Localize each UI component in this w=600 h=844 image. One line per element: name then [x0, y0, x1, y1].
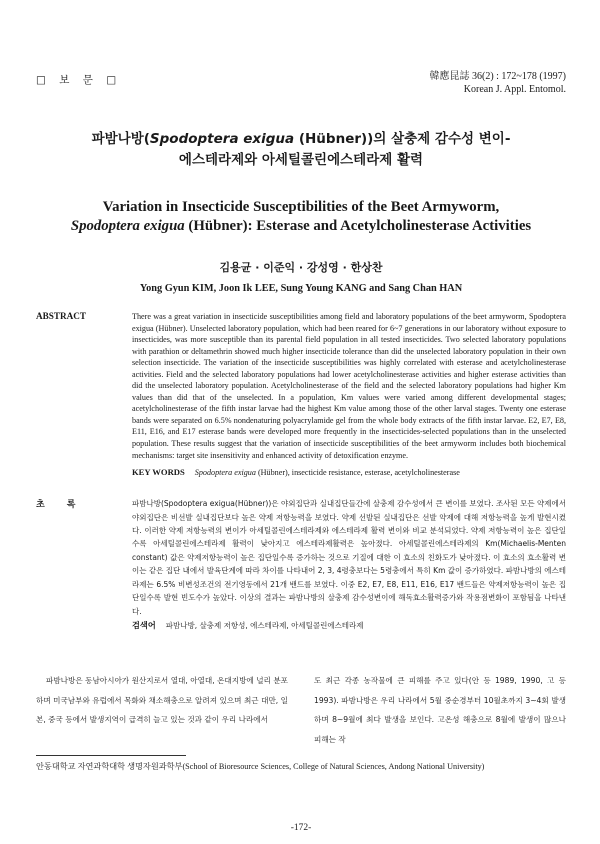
- title-ko-post: (Hübner))의 살충제 감수성 변이-에스테라제와 아세틸콜린에스테라제 활력: [178, 131, 511, 168]
- title-en-species: Spodoptera exigua: [70, 218, 185, 234]
- footnote-rule: [36, 755, 186, 756]
- title-en-line2: [36, 217, 566, 236]
- authors-korean: 김용균 · 이준익 · 강성영 · 한상찬: [219, 261, 383, 274]
- title-korean: [36, 129, 566, 171]
- abstract-section: [36, 311, 566, 461]
- authors-english: Yong Gyun KIM, Joon Ik LEE, Sung Young KANG and Sang Chan HAN: [139, 283, 463, 294]
- keywords-text: (Hübner), insecticide resistance, esterase, acetylcholinesterase: [255, 468, 460, 478]
- summary-text: 파밤나방(Spodoptera exigua(Hübner))은 야외집단과 실내집단들간에 살충제 감수성에서 큰 변이를 보였다. 조사된 모든 약제에서 야외집단은 비선발 실내집단보다 높은 약제 저항능력을 보였다. 약제 선발된 실내집단은 선발 약제에 대해 저항능력을 높게 발현시켰다. 이러한 약제 저항능력의 변이가 아세틸콜린에스테라제와 에스테라제 활력 변이와 비교 분석되었다. 약제 저항능력이 높은 집단일수록 아세틸콜린에스테라제 활력이 낮아지고 에스테라제활력은 높아졌다. 아세틸콜린에스테라제의 Km(Michaelis-Menten constant) 값은 약제저항능력이 높은 집단일수록 증가하는 것으로 기질에 대한 이 효소의 친화도가 낮아졌다. 이 효소의 효소활력 변이는 같은 집단 내에서 발육단계에 따라 차이를 나타내어 2, 3, 4령충보다는 5령충에서 특히 Km 값이 증가하였다. 파밤나방의 에스테라제는 6.5% 비변성조건의 전기영동에서 21개 밴드를 보였다. 이중 E2, E7, E8, E11, E16, E17 밴드들은 약제저항능력이 높은 집단일수록 발현 빈도수가 높았다. 이상의 결과는 파밤나방의 살충제 감수성변이에 해독효소활력증가와 작용점변화이 포함됨을 나타낸다.: [132, 499, 566, 616]
- abstract-label: ABSTRACT: [36, 311, 87, 321]
- keywords-species: Spodoptera exigua: [194, 468, 256, 478]
- keywords-label: KEY WORDS: [132, 467, 185, 478]
- keywords-korean: [36, 620, 566, 631]
- body-right-column: 도 최근 각종 농작물에 큰 피해를 주고 있다(안 등 1989, 1990, 고 등 1993). 파밤나방은 우리 나라에서 5월 중순경부터 10월초까지 3~4회 발생하며 8~9월에 최다 발생을 보인다. 고온성 해충으로 8월에 발생이 많으나 피해는 작: [314, 676, 566, 744]
- abstract-text: There was a great variation in insecticide susceptibilities among field and laboratory populations of the beet armyworm, Spodoptera exigua (Hübner). Unselected laboratory population, which had been reared for 6~7 generations in our laboratory without exposure to insecticides, was more susceptible than its parental field population in all tested insecticides. Two selected laboratory populations with parathion or deltamethrin showed much higher insecticide tolerance than did the unselected laboratory population in their own selection insecticide. The variation of the insecticide susceptibilities was highly correlated with esterase and acetylcholinesterase activities. Field and the selected laboratory populations had lower acetylcholinesterase activities and higher esterase activities than did the unselected laboratory population. Acetylcholinesterase of the field and the selected laboratory populations had higher Km values than did that of the unselected. In a population, Km values were varied among different developmental stages; acetylcholinesterase of the fifth instar larvae had the highest Km value among those of the other larval stages. Twenty one esterase bands were separated on 6.5% nondenaturing polyacrylamide gel from the whole body extracts of the fifth instar larvae. E2, E7, E8, E11, E16, and E17 esterase bands were developed more frequently in the insecticides-selected populations than in the unselected population. These results suggest that the variation of insecticide susceptibilities of the beet armyworm includes both biochemical mechanisms: target site insensitivity and enhanced activity of detoxification enzyme.: [132, 312, 566, 460]
- journal-citation: [429, 70, 566, 96]
- title-english: [36, 198, 566, 236]
- section-label: □ 보 문 □: [36, 74, 122, 86]
- journal-ko: 韓應昆誌 36(2) : 172~178 (1997): [429, 71, 566, 82]
- title-en-line2-post: (Hübner): Esterase and Acetylcholinesterase Activities: [184, 218, 532, 234]
- keywords: [36, 467, 566, 477]
- title-ko-pre: 파밤나방(: [91, 131, 150, 147]
- running-header: [36, 70, 566, 96]
- summary-label: 초록: [36, 500, 98, 511]
- body-left-column: 파밤나방은 동남아시아가 원산지로서 열대, 아열대, 온대지방에 널리 분포하며 미국남부와 유럽에서 목화와 채소해충으로 알려져 있으며 최근 대만, 일본, 중국 등에서 발생지역이 급격히 늘고 있는 것과 같이 우리 나라에서: [36, 676, 288, 725]
- title-en-line1: Variation in Insecticide Susceptibilities of the Beet Armyworm,: [102, 199, 500, 215]
- keywords-ko-label: 검색어: [132, 620, 156, 631]
- body-columns: [36, 671, 566, 749]
- page-number: -172-: [290, 822, 312, 833]
- journal-en: Korean J. Appl. Entomol.: [463, 84, 566, 95]
- keywords-ko-text: 파밤나방, 살충제 저항성, 에스테라제, 아세틸콜린에스테라제: [165, 621, 364, 631]
- title-ko-species: Spodoptera exigua: [149, 131, 295, 147]
- korean-summary-section: [36, 497, 566, 618]
- affiliation-footnote: 안동대학교 자연과학대학 생명자원과학부(School of Bioresource Sciences, College of Natural Sciences, Andong National University): [36, 762, 485, 772]
